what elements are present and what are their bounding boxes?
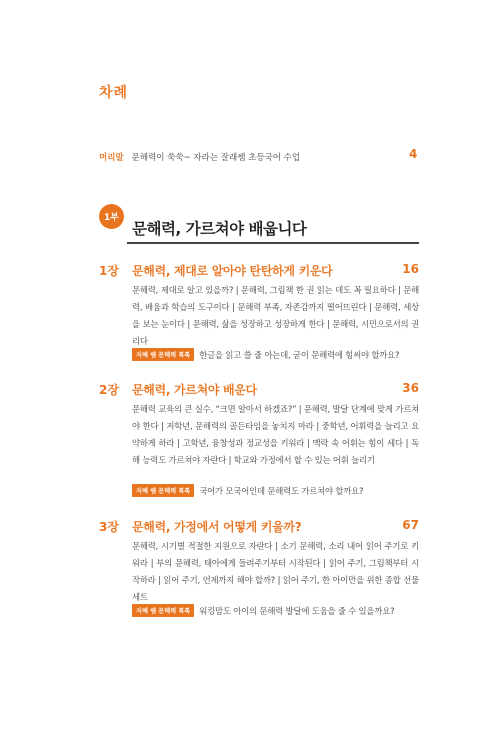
chapter-contents: 문해력, 제대로 알고 있을까? | 문해력, 그림책 한 권 읽는 데도 꼭 필요하다 | 문해력, 배움과 학습의 도구이다 | 문해력 부족, 자존감까지 떨어뜨린다 | 문해력, 세상을 보는 눈이다 | 문해력, 삶을 성장하고 성장하게 한다 | 문해력, 시민으로서의 권리다 <box>132 285 419 346</box>
chapter-number: 1장 <box>99 264 119 278</box>
chapter-2 <box>99 381 419 501</box>
part-title: 문해력, 가르쳐야 배웁니다 <box>132 220 307 238</box>
chapter-number: 3장 <box>99 520 119 534</box>
chapter-3 <box>99 518 419 618</box>
chapter-1 <box>99 262 419 362</box>
preface-title: 문해력이 쑥쑥~ 자라는 잘래쌤 초등국어 수업 <box>131 153 301 163</box>
toc-title: 차례 <box>99 85 129 101</box>
chapter-title: 문해력, 가르쳐야 배운다 <box>132 383 257 397</box>
part-divider <box>127 242 419 244</box>
part-badge: 1부 <box>99 204 124 229</box>
chapter-title: 문해력, 가정에서 어떻게 키울까? <box>132 520 302 534</box>
chapter-page-number: 16 <box>402 262 419 276</box>
part-header <box>99 204 419 244</box>
qa-tag: 지혜 쌤 문해력 톡톡 <box>132 604 194 617</box>
qa-question: 한글을 읽고 쓸 줄 아는데, 굳이 문해력에 힘써야 할까요? <box>199 349 400 360</box>
qa-tag: 지혜 쌤 문해력 톡톡 <box>132 348 194 361</box>
preface-entry <box>99 147 419 163</box>
chapter-contents: 문해력, 시기별 적절한 지원으로 자란다 | 소기 문해력, 소리 내어 읽어 주기로 키워라 | 부의 문해력, 태아에게 들려주기부터 시작된다 | 읽어 주기, 그림책부터 시작하라 | 읽어 주기, 언제까지 해야 할까? | 읽어 주기, 한 아이만을 위한 종합 선물 세트 <box>132 541 419 602</box>
preface-page-number: 4 <box>409 147 418 161</box>
chapter-contents: 문해력 교육의 큰 실수, “크면 알아서 하겠죠?” | 문해력, 발달 단계에 맞게 가르쳐야 한다 | 저학년, 문해력의 골든타임을 놓치지 마라 | 중학년, 어휘력을 늘리고 요약하게 하라 | 고학년, 융창성과 정교성을 키워라 | 맥락 속 어휘는 힘이 세다 | 독해 능력도 가르쳐야 자란다 | 학교와 가정에서 할 수 있는 어휘 늘리기 <box>132 404 419 465</box>
chapter-title: 문해력, 제대로 알아야 탄탄하게 키운다 <box>132 264 333 278</box>
qa-tag: 지혜 쌤 문해력 톡톡 <box>132 484 194 497</box>
chapter-qa <box>132 604 419 617</box>
chapter-number: 2장 <box>99 383 119 397</box>
qa-question: 국어가 모국어인데 문해력도 가르쳐야 할까요? <box>199 485 364 496</box>
chapter-page-number: 36 <box>402 381 419 395</box>
chapter-qa <box>132 484 419 497</box>
chapter-qa <box>132 348 419 361</box>
qa-question: 워킹맘도 아이의 문해력 발달에 도움을 줄 수 있을까요? <box>199 605 395 616</box>
preface-label: 머리말 <box>99 153 124 163</box>
chapter-page-number: 67 <box>402 518 419 532</box>
